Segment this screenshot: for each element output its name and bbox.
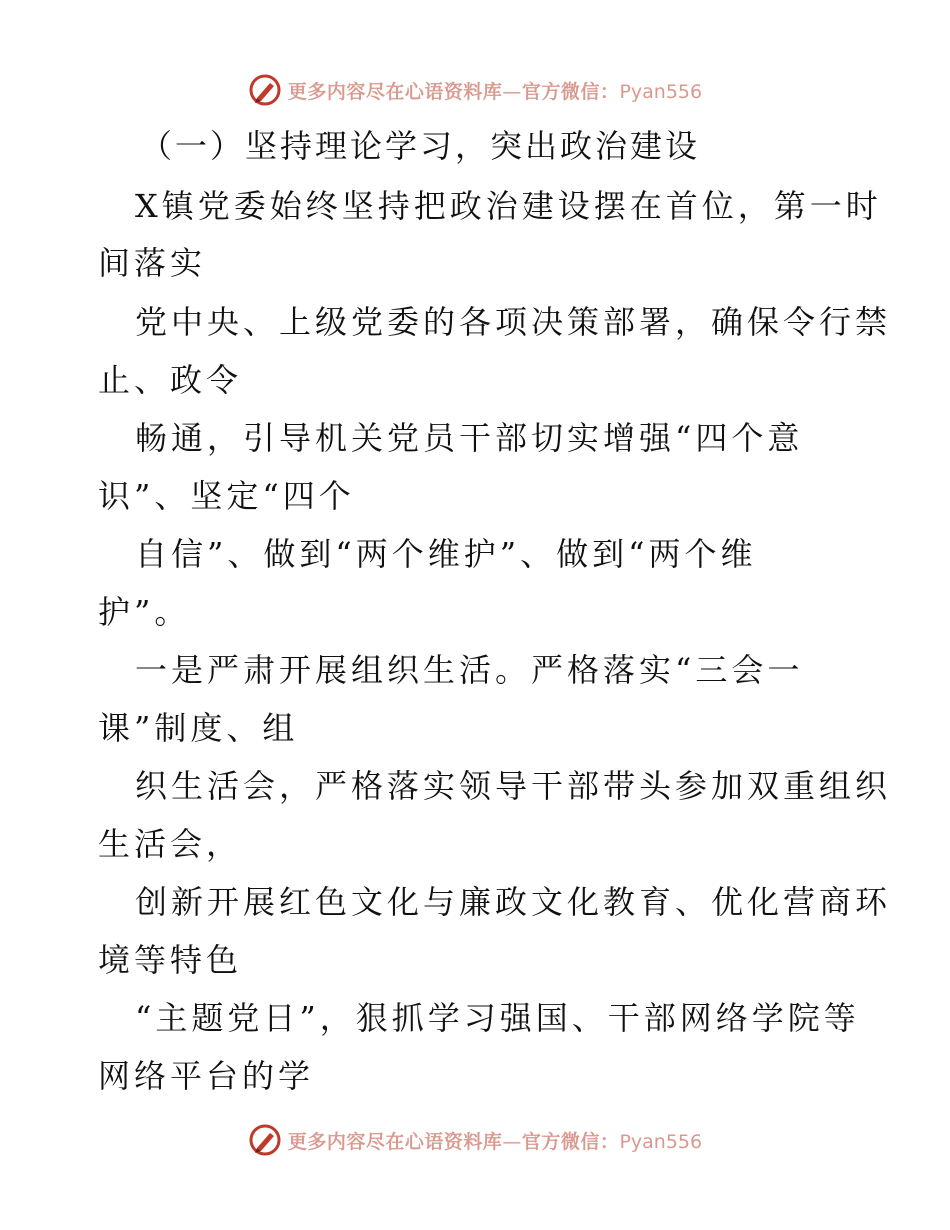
paragraph-line: 织生活会，严格落实领导干部带头参加双重组织 (135, 767, 892, 805)
watermark-account: Pyan556 (619, 1130, 703, 1153)
paragraph-line: 网络平台的学 (98, 1057, 315, 1095)
watermark-text (288, 77, 702, 104)
watermark-brand: 更多内容尽在心语资料库 (287, 80, 503, 103)
paragraph-line: 创新开展红色文化与廉政文化教育、优化营商环 (135, 883, 892, 921)
paragraph-line: 一是严肃开展组织生活。严格落实“三会一 (135, 651, 804, 689)
header-watermark (0, 70, 950, 110)
paragraph-line: X镇党委始终坚持把政治建设摆在首位，第一时 (135, 187, 882, 225)
paragraph-line: 生活会， (98, 825, 243, 863)
pen-logo-icon (248, 73, 282, 107)
paragraph-line: 识”、坚定“四个 (98, 477, 355, 515)
paragraph-line: 畅通，引导机关党员干部切实增强“四个意 (135, 419, 804, 457)
watermark-channel: 官方微信： (521, 1130, 620, 1153)
watermark-brand: 更多内容尽在心语资料库 (287, 1130, 503, 1153)
paragraph-line: 护”。 (98, 593, 191, 631)
paragraph-line: 自信”、做到“两个维护”、做到“两个维 (135, 535, 757, 573)
watermark-account: Pyan556 (619, 80, 703, 103)
watermark-channel: 官方微信： (521, 80, 620, 103)
paragraph-line: 课”制度、组 (98, 709, 299, 747)
paragraph-line: 止、政令 (98, 361, 243, 399)
watermark-text (288, 1127, 702, 1154)
footer-watermark (0, 1120, 950, 1160)
paragraph-line: “主题党日”，狠抓学习强国、干部网络学院等 (135, 999, 860, 1037)
watermark-separator: — (502, 80, 522, 103)
paragraph-line: 间落实 (98, 244, 207, 282)
paragraph-line: 党中央、上级党委的各项决策部署，确保令行禁 (135, 303, 892, 341)
watermark-separator: — (502, 1130, 522, 1153)
section-heading: （一）坚持理论学习，突出政治建设 (140, 127, 701, 165)
paragraph-line: 境等特色 (98, 941, 243, 979)
pen-logo-icon (248, 1123, 282, 1157)
